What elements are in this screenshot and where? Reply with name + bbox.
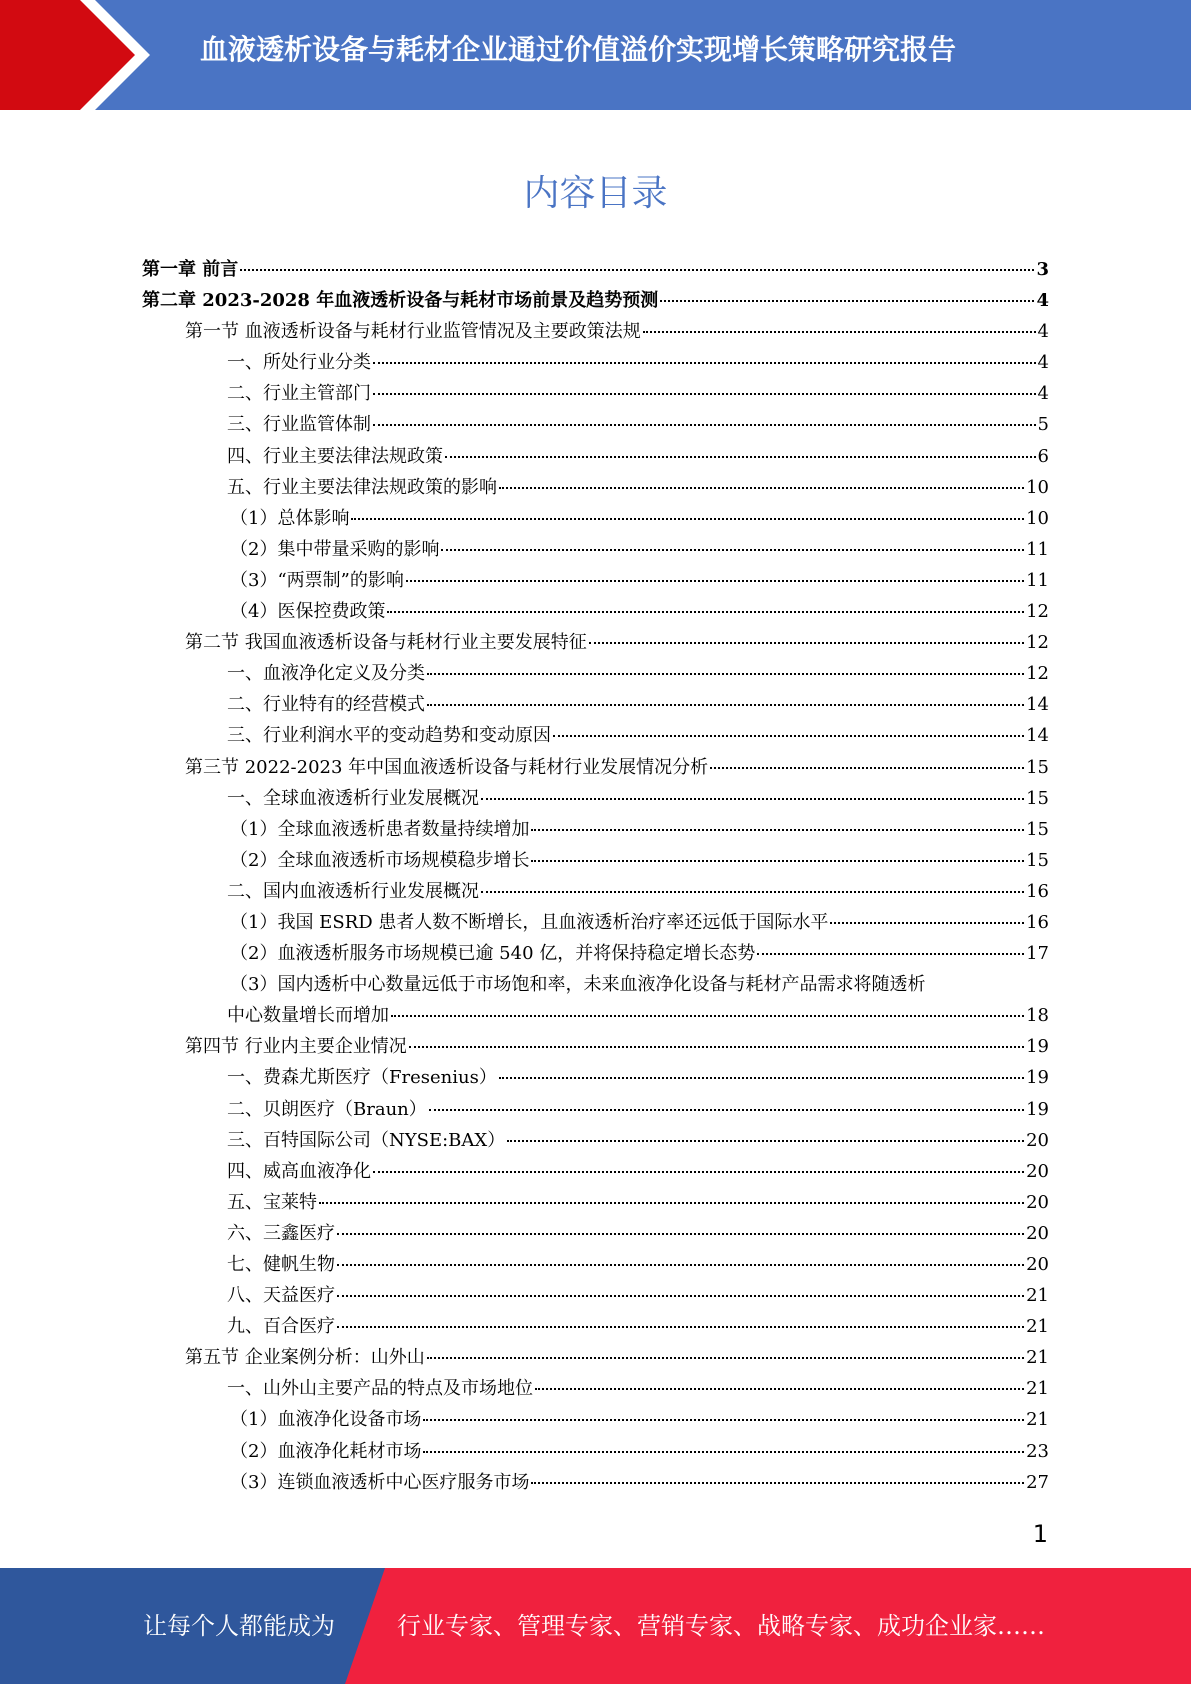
toc-entry[interactable]: [142, 1031, 1049, 1062]
toc-entry[interactable]: [142, 783, 1049, 814]
toc-page-number: 14: [1026, 694, 1049, 716]
toc-leader-dots: [531, 829, 1024, 831]
toc-page-number: 21: [1026, 1285, 1049, 1307]
toc-leader-dots: [387, 611, 1024, 613]
toc-entry[interactable]: [142, 1187, 1049, 1218]
toc-entry[interactable]: [142, 658, 1049, 689]
toc-entry-text: （1）全球血液透析患者数量持续增加: [230, 818, 530, 840]
toc-leader-dots: [429, 1109, 1024, 1111]
toc-page-number: 6: [1037, 445, 1049, 467]
toc-entry[interactable]: [142, 472, 1049, 503]
toc-entry[interactable]: [142, 441, 1049, 472]
toc-leader-dots: [830, 922, 1024, 924]
header-chevron-icon: [0, 0, 160, 110]
toc-leader-dots: [240, 269, 1034, 271]
toc-entry[interactable]: [142, 1218, 1049, 1249]
toc-entry[interactable]: [142, 409, 1049, 440]
toc-entry-text: 一、全球血液透析行业发展概况: [227, 787, 479, 809]
toc-entry-text: 第一章 前言: [142, 259, 239, 280]
toc-entry[interactable]: [142, 876, 1049, 907]
toc-leader-dots: [643, 331, 1036, 333]
toc-leader-dots: [507, 1140, 1024, 1142]
toc-page-number: 21: [1026, 1378, 1049, 1400]
toc-entry-text: （3）“两票制”的影响: [230, 569, 404, 591]
toc-entry-text: 六、三鑫医疗: [227, 1222, 335, 1244]
toc-entry-text: 第二节 我国血液透析设备与耗材行业主要发展特征: [185, 632, 587, 654]
toc-entry-text: 三、行业监管体制: [227, 414, 371, 436]
toc-entry[interactable]: [142, 1125, 1049, 1156]
toc-page-number: 19: [1026, 1067, 1049, 1089]
toc-entry-text: （1）总体影响: [230, 507, 350, 529]
toc-leader-dots: [499, 487, 1024, 489]
toc-page-number: 10: [1026, 476, 1049, 498]
toc-page-number: 20: [1026, 1222, 1049, 1244]
toc-entry[interactable]: [142, 689, 1049, 720]
toc-leader-dots: [481, 891, 1024, 893]
toc-page-number: 19: [1026, 1036, 1049, 1058]
toc-entry[interactable]: [142, 565, 1049, 596]
page-footer: [0, 1568, 1191, 1684]
toc-leader-dots: [337, 1264, 1024, 1266]
toc-page-number: 18: [1026, 1005, 1049, 1027]
toc-page-number: 21: [1026, 1347, 1049, 1369]
toc-entry-text: 一、血液净化定义及分类: [227, 663, 425, 685]
toc-entry-text: 八、天益医疗: [227, 1285, 335, 1307]
toc-page-number: 20: [1026, 1129, 1049, 1151]
toc-page-number: 14: [1026, 725, 1049, 747]
toc-entry[interactable]: [142, 938, 1049, 969]
toc-page-number: 3: [1036, 259, 1049, 280]
toc-entry-continuation: 中心数量增长而增加: [227, 1005, 389, 1027]
toc-entry-text: 三、行业利润水平的变动趋势和变动原因: [227, 725, 551, 747]
toc-entry[interactable]: [142, 1404, 1049, 1435]
toc-leader-dots: [351, 518, 1024, 520]
toc-leader-dots: [710, 767, 1024, 769]
toc-entry[interactable]: [142, 752, 1049, 783]
toc-leader-dots: [409, 1046, 1024, 1048]
table-of-contents: [142, 254, 1049, 1498]
toc-entry[interactable]: [142, 1342, 1049, 1373]
toc-page-number: 15: [1026, 818, 1049, 840]
toc-leader-dots: [337, 1233, 1024, 1235]
toc-page-number: 21: [1026, 1316, 1049, 1338]
toc-entry-text: 二、行业特有的经营模式: [227, 694, 425, 716]
toc-page-number: 15: [1026, 787, 1049, 809]
toc-entry[interactable]: [142, 627, 1049, 658]
header-title: 血液透析设备与耗材企业通过价值溢价实现增长策略研究报告: [200, 33, 957, 66]
toc-leader-dots: [391, 1015, 1024, 1017]
toc-leader-dots: [427, 1357, 1024, 1359]
toc-entry-text: （1）我国 ESRD 患者人数不断增长，且血液透析治疗率还远低于国际水平: [230, 911, 829, 933]
toc-entry[interactable]: [142, 254, 1049, 285]
toc-entry-text: （2）血液透析服务市场规模已逾 540 亿，并将保持稳定增长态势: [230, 943, 756, 965]
toc-entry-text: （3）连锁血液透析中心医疗服务市场: [230, 1471, 530, 1493]
toc-page-number: 4: [1037, 321, 1049, 343]
page-header: [0, 0, 1191, 110]
toc-leader-dots: [423, 1419, 1024, 1421]
toc-entry[interactable]: [142, 845, 1049, 876]
toc-page-number: 21: [1026, 1409, 1049, 1431]
toc-leader-dots: [337, 1326, 1024, 1328]
toc-entry[interactable]: [142, 1062, 1049, 1093]
toc-leader-dots: [406, 580, 1024, 582]
toc-entry-text: 四、行业主要法律法规政策: [227, 445, 443, 467]
toc-entry[interactable]: [142, 1094, 1049, 1125]
toc-entry-text: 第三节 2022-2023 年中国血液透析设备与耗材行业发展情况分析: [185, 756, 709, 778]
toc-entry[interactable]: [142, 503, 1049, 534]
toc-entry[interactable]: [142, 1373, 1049, 1404]
toc-entry[interactable]: [142, 814, 1049, 845]
toc-page-number: 15: [1026, 756, 1049, 778]
toc-entry-text: 一、费森尤斯医疗（Fresenius）: [227, 1067, 497, 1089]
toc-entry-text: （2）集中带量采购的影响: [230, 538, 440, 560]
toc-leader-dots: [589, 642, 1024, 644]
toc-entry-text: 第四节 行业内主要企业情况: [185, 1036, 407, 1058]
toc-page-number: 27: [1026, 1471, 1049, 1493]
toc-entry-text: （4）医保控费政策: [230, 601, 386, 623]
toc-entry-text: （1）血液净化设备市场: [230, 1409, 422, 1431]
toc-leader-dots: [423, 1451, 1024, 1453]
page-number: 1: [1032, 1520, 1048, 1548]
toc-leader-dots: [373, 1171, 1024, 1173]
toc-entry[interactable]: [142, 285, 1049, 316]
toc-entry-text: 第二章 2023-2028 年血液透析设备与耗材市场前景及趋势预测: [142, 290, 659, 312]
toc-entry-text: 七、健帆生物: [227, 1254, 335, 1275]
toc-entry-text: 二、贝朗医疗（Braun）: [227, 1098, 427, 1120]
toc-leader-dots: [535, 1388, 1024, 1390]
toc-page-number: 4: [1037, 383, 1049, 405]
toc-page-number: 20: [1026, 1191, 1049, 1213]
footer-slogan-left: 让每个人都能成为: [143, 1612, 335, 1640]
toc-page-number: 11: [1026, 538, 1049, 560]
toc-entry-text: 五、行业主要法律法规政策的影响: [227, 476, 497, 498]
toc-entry-text: （3）国内透析中心数量远低于市场饱和率，未来血液净化设备与耗材产品需求将随透析: [230, 974, 926, 996]
toc-page-number: 12: [1026, 663, 1049, 685]
toc-entry[interactable]: [142, 907, 1049, 938]
toc-page-number: 16: [1026, 880, 1049, 902]
toc-page-number: 4: [1036, 290, 1049, 312]
toc-entry[interactable]: [142, 1156, 1049, 1187]
toc-page-number: 10: [1026, 507, 1049, 529]
toc-page-number: 23: [1026, 1440, 1049, 1462]
toc-page-number: 17: [1026, 943, 1049, 965]
toc-page-number: 12: [1026, 632, 1049, 654]
toc-leader-dots: [427, 704, 1024, 706]
toc-entry[interactable]: [142, 596, 1049, 627]
toc-entry[interactable]: [142, 316, 1049, 347]
toc-leader-dots: [373, 424, 1036, 426]
toc-leader-dots: [319, 1202, 1024, 1204]
toc-leader-dots: [531, 1482, 1024, 1484]
toc-page-number: 20: [1026, 1254, 1049, 1275]
toc-entry[interactable]: [142, 969, 1049, 1031]
toc-leader-dots: [441, 549, 1024, 551]
toc-page-number: 15: [1026, 849, 1049, 871]
toc-entry-text: 第一节 血液透析设备与耗材行业监管情况及主要政策法规: [185, 321, 641, 343]
toc-entry-text: 第五节 企业案例分析：山外山: [185, 1347, 425, 1369]
toc-page-number: 19: [1026, 1098, 1049, 1120]
toc-leader-dots: [373, 393, 1036, 395]
toc-leader-dots: [757, 953, 1024, 955]
toc-page-number: 11: [1026, 569, 1049, 591]
toc-entry[interactable]: [142, 378, 1049, 409]
toc-page-number: 12: [1026, 601, 1049, 623]
toc-leader-dots: [531, 860, 1024, 862]
toc-title: 内容目录: [523, 173, 668, 214]
toc-leader-dots: [553, 735, 1024, 737]
toc-entry-text: 一、所处行业分类: [227, 352, 371, 374]
toc-leader-dots: [373, 362, 1036, 364]
toc-entry-text: 二、行业主管部门: [227, 383, 371, 405]
toc-leader-dots: [481, 798, 1024, 800]
toc-entry[interactable]: [142, 534, 1049, 565]
toc-entry[interactable]: [142, 1280, 1049, 1311]
toc-entry[interactable]: [142, 347, 1049, 378]
footer-slogan-right: 行业专家、管理专家、营销专家、战略专家、成功企业家……: [397, 1612, 1045, 1640]
toc-leader-dots: [660, 300, 1034, 302]
toc-entry-text: 一、山外山主要产品的特点及市场地位: [227, 1378, 533, 1400]
toc-entry-text: 二、国内血液透析行业发展概况: [227, 880, 479, 902]
toc-entry-text: 九、百合医疗: [227, 1316, 335, 1338]
toc-leader-dots: [337, 1295, 1024, 1297]
toc-page-number: 5: [1037, 414, 1049, 436]
toc-entry[interactable]: [142, 720, 1049, 751]
toc-entry[interactable]: [142, 1311, 1049, 1342]
toc-entry[interactable]: [142, 1467, 1049, 1498]
toc-entry-text: （2）全球血液透析市场规模稳步增长: [230, 849, 530, 871]
toc-page-number: 20: [1026, 1160, 1049, 1182]
toc-leader-dots: [427, 673, 1024, 675]
toc-leader-dots: [445, 456, 1036, 458]
toc-entry-text: 五、宝莱特: [227, 1191, 317, 1213]
toc-entry-text: （2）血液净化耗材市场: [230, 1440, 422, 1462]
toc-entry[interactable]: [142, 1436, 1049, 1467]
toc-page-number: 16: [1026, 911, 1049, 933]
toc-entry-text: 三、百特国际公司（NYSE:BAX）: [227, 1129, 506, 1151]
toc-entry[interactable]: [142, 1249, 1049, 1280]
toc-page-number: 4: [1037, 352, 1049, 374]
toc-leader-dots: [499, 1077, 1024, 1079]
toc-entry-text: 四、威高血液净化: [227, 1160, 371, 1182]
